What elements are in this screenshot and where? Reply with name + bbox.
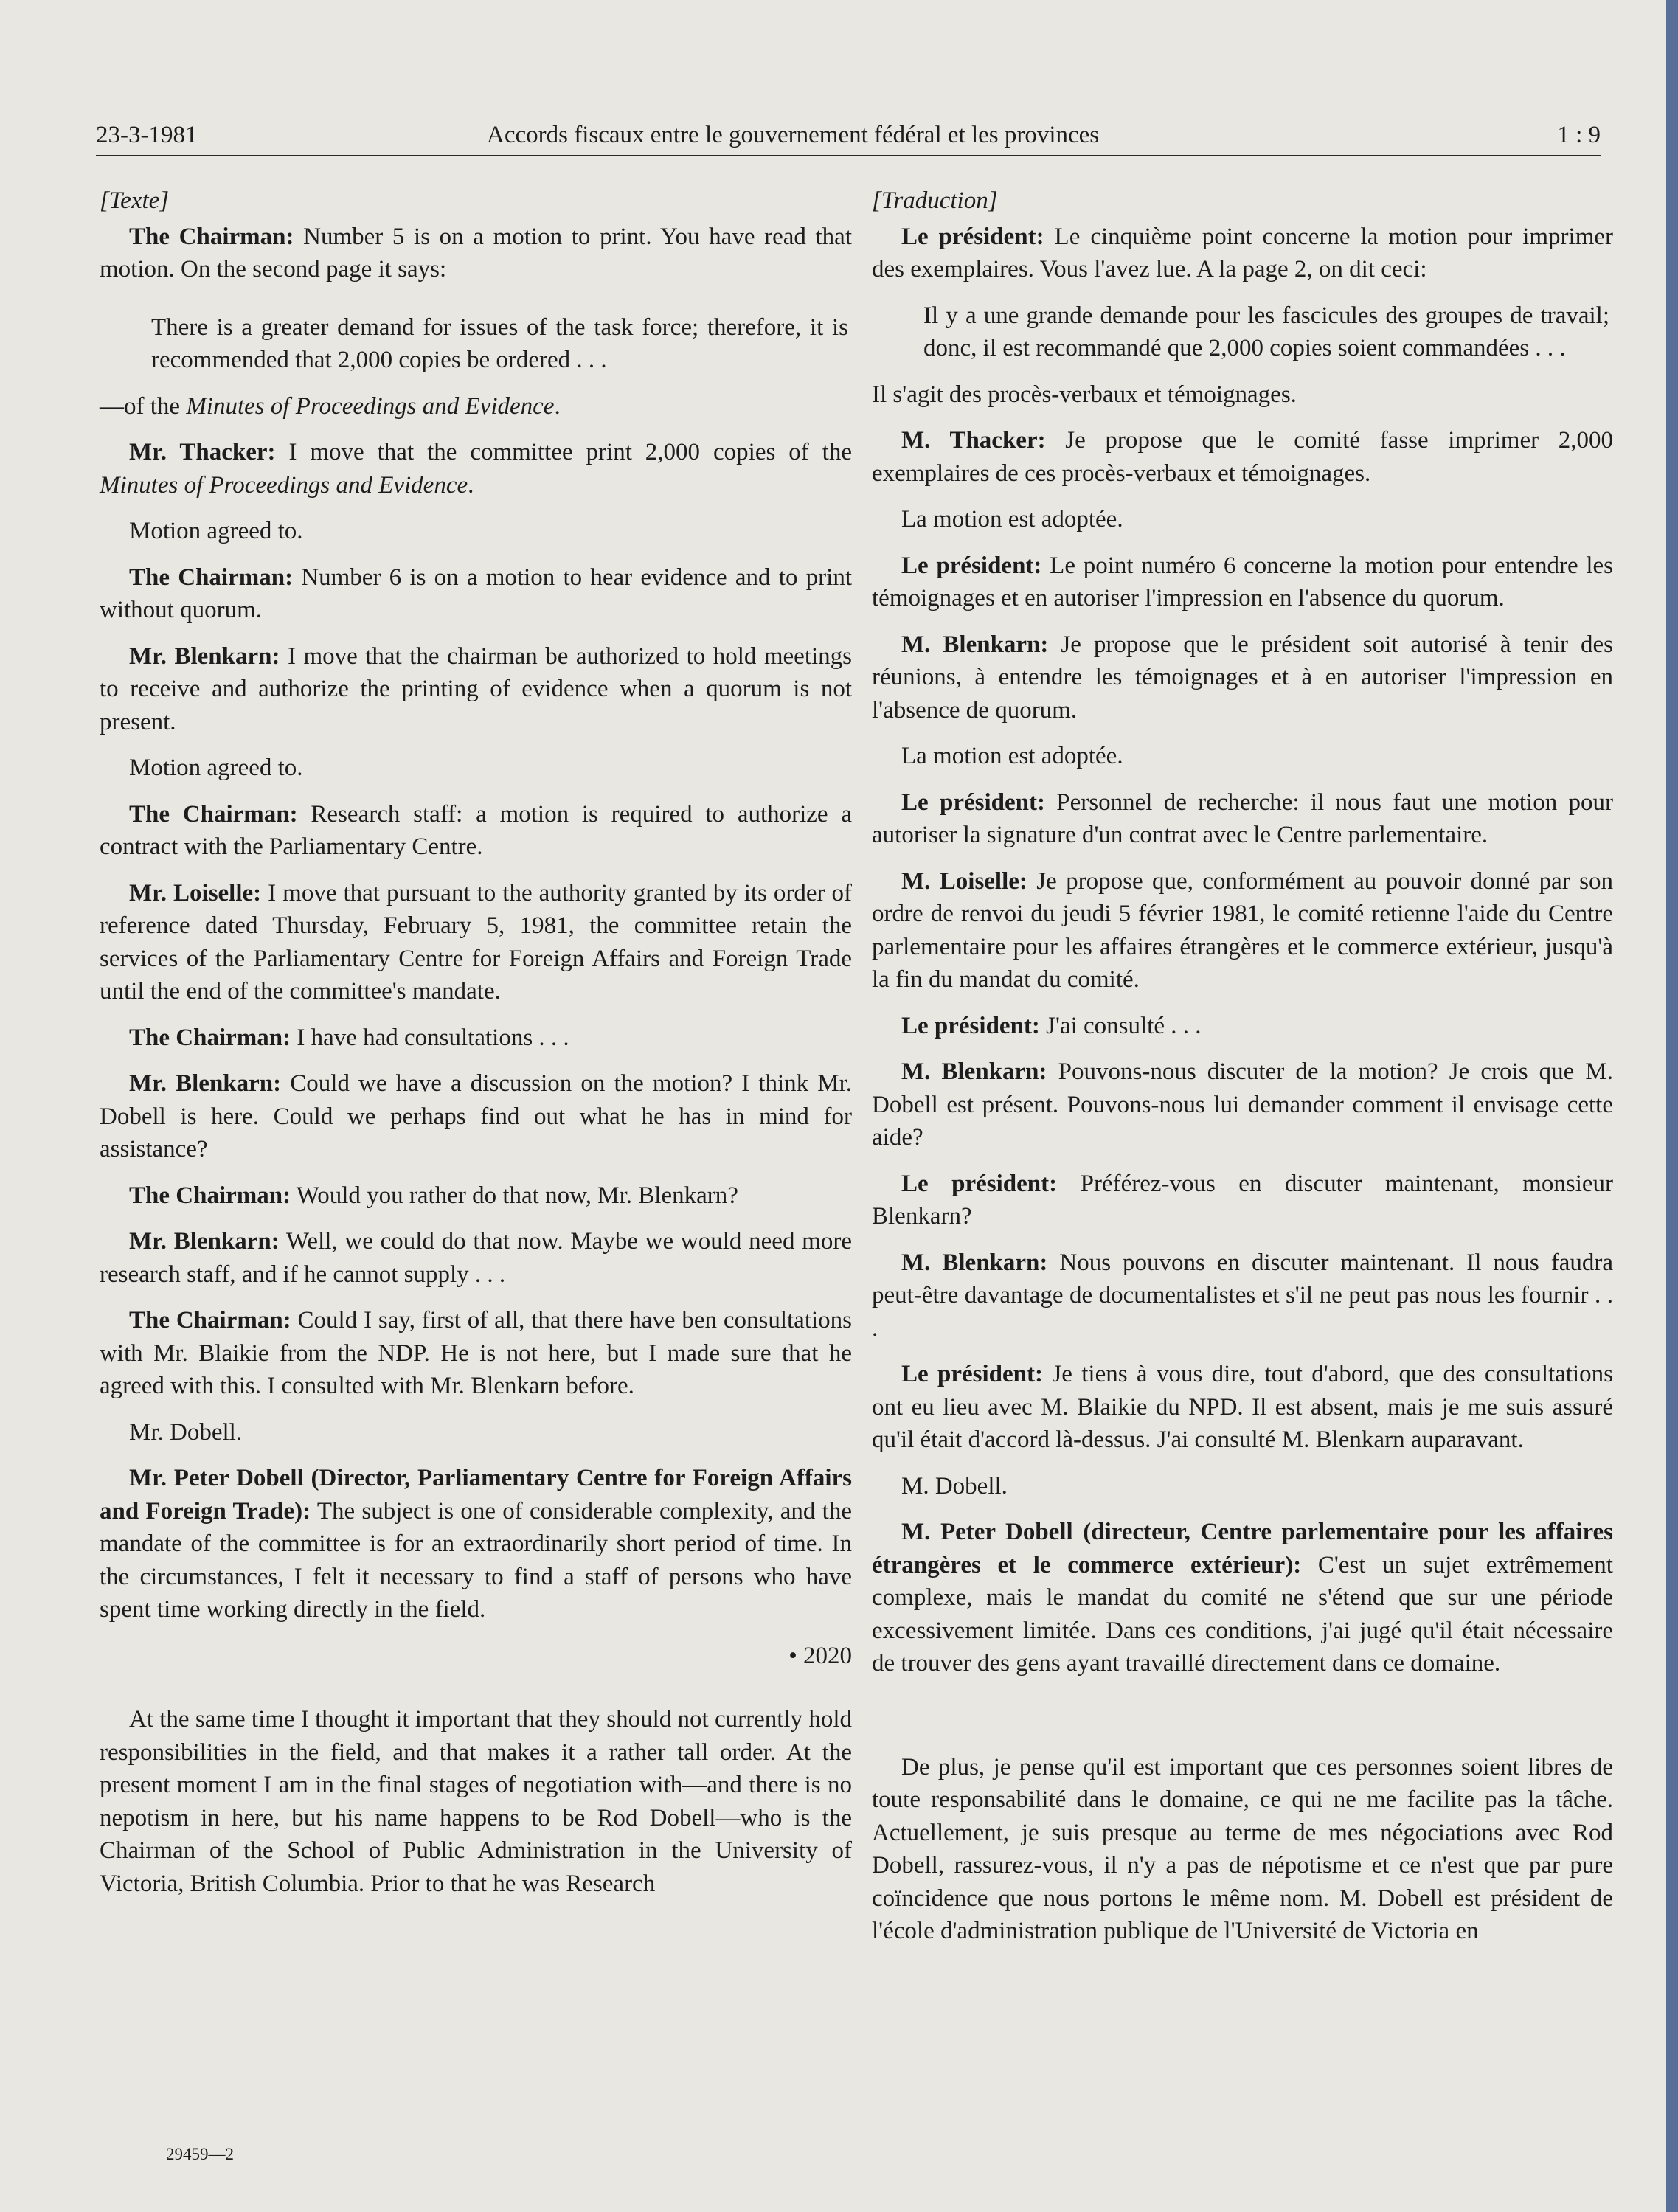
paragraph: The Chairman: Number 5 is on a motion to print. You have read that motion. On the second page it says: [100,223,852,282]
paragraph: M. Blenkarn: Pouvons-nous discuter de la motion? Je crois que M. Dobell est présent. Pouvons-nous lui demander comment il envisage cette aide? [872,1058,1613,1151]
running-header [96,111,1601,156]
speaker: Mr. Blenkarn: [129,642,280,670]
paragraph: Mr. Blenkarn: Well, we could do that now. Maybe we would need more research staff, and if he cannot supply . . . [100,1228,852,1288]
paragraph: Le président: Le point numéro 6 concerne la motion pour entendre les témoignages et en autoriser l'impression en l'absence du quorum. [872,552,1613,611]
header-title: Accords fiscaux entre le gouvernement fédéral et les provinces [487,122,1100,148]
speaker: M. Blenkarn: [901,631,1049,658]
speaker: Mr. Blenkarn: [129,1228,280,1255]
block-quote: Il y a une grande demande pour les fascicules des groupes de travail; donc, il est recommandé que 2,000 copies soient commandées . . . [923,302,1609,361]
paragraph: M. Loiselle: Je propose que, conformément au pouvoir donné par son ordre de renvoi du jeudi 5 février 1981, le comité retienne l'aide du Centre parlementaire pour les affaires étrangères et le commerce extérieur, jusqu'à la fin du mandat du comité. [872,867,1613,993]
speaker: Le président: [901,223,1044,250]
speaker: The Chairman: [129,1024,291,1051]
speaker: Mr. Loiselle: [129,879,262,906]
paragraph: Mr. Thacker: I move that the committee print 2,000 copies of the Minutes of Proceedings and Evidence. [100,439,852,499]
paragraph: Mr. Blenkarn: Could we have a discussion on the motion? I think Mr. Dobell is here. Could we perhaps find out what he has in mind for assistance? [100,1070,852,1162]
time-marker: • 2020 [788,1642,852,1669]
paragraph: Mr. Peter Dobell (Director, Parliamentary Centre for Foreign Affairs and Foreign Trade): The subject is one of considerable complexity, and the mandate of the committee is for an extraordinarily short period of time. In the circumstances, I felt it necessary to find a staff of persons who have spent time working directly in the field. [100,1465,852,1623]
paragraph: M. Thacker: Je propose que le comité fasse imprimer 2,000 exemplaires de ces procès-verbaux et témoignages. [872,427,1613,487]
footer-print-code: 29459—2 [166,2145,234,2163]
speaker: M. Blenkarn: [901,1249,1048,1276]
header-date: 23-3-1981 [96,122,198,148]
paragraph: Le président: J'ai consulté . . . [901,1012,1202,1039]
paragraph: Mr. Loiselle: I move that pursuant to the authority granted by its order of reference dated Thursday, February 5, 1981, the committee retain the services of the Parliamentary Centre for Foreign Affairs and Foreign Trade until the end of the committee's mandate. [100,879,853,1005]
paragraph: The Chairman: I have had consultations . . . [129,1024,569,1051]
speaker: The Chairman: [129,1307,291,1334]
section-label: [Traduction] [872,187,998,214]
english-column [100,184,852,1913]
speaker: M. Loiselle: [901,867,1027,895]
paragraph: —of the Minutes of Proceedings and Evidence. [100,392,561,420]
paragraph: Motion agreed to. [129,518,303,544]
speaker: M. Thacker: [901,427,1046,454]
paragraph: Le président: Personnel de recherche: il nous faut une motion pour autoriser la signature d'un contrat avec le Centre parlementaire. [872,788,1613,848]
speaker: Le président: [901,788,1045,816]
speaker: Le président: [901,1012,1040,1039]
paragraph: Motion agreed to. [129,755,303,781]
section-label: [Texte] [100,187,170,214]
paragraph: M. Blenkarn: Nous pouvons en discuter maintenant. Il nous faudra peut-être davantage de documentalistes et s'il ne peut pas nous les fournir . . . [872,1249,1614,1342]
speaker: Mr. Thacker: [129,439,276,465]
speaker: The Chairman: [129,800,298,828]
paragraph: Il s'agit des procès-verbaux et témoignages. [872,381,1297,408]
header-page-number: 1 : 9 [1557,122,1601,148]
paragraph: De plus, je pense qu'il est important que ces personnes soient libres de toute responsabilité dans le domaine, ce qui ne me facilite pas la tâche. Actuellement, je suis presque au terme de mes négociations avec Rod Dobell, rassurez-vous, il n'y a pas de népotisme et ce n'est que par pure coïncidence que nous portons le même nom. M. Dobell est président de l'école d'administration publique de l'Université de Victoria en [872,1753,1613,1944]
paragraph: Mr. Dobell. [129,1418,243,1446]
speaker: Le président: [901,552,1042,579]
speaker: Mr. Peter Dobell (Director, Parliamentary Centre for Foreign Affairs and Foreign Trade): [100,1465,852,1525]
paragraph: M. Peter Dobell (directeur, Centre parlementaire pour les affaires étrangères et le commerce extérieur): C'est un sujet extrêmement complexe, mais le mandat du comité ne s'étend que sur une période excessivement limitée. Dans ces conditions, j'ai jugé qu'il était nécessaire de trouver des gens ayant travaillé directement dans ce domaine. [872,1519,1613,1677]
speaker: Le président: [901,1170,1058,1197]
paragraph: Le président: Le cinquième point concerne la motion pour imprimer des exemplaires. Vous l'avez lue. A la page 2, on dit ceci: [872,223,1613,282]
paragraph: La motion est adoptée. [901,743,1123,769]
paragraph: M. Blenkarn: Je propose que le président soit autorisé à tenir des réunions, à entendre les témoignages et à en autoriser l'impression en l'absence de quorum. [872,631,1613,724]
speaker: Mr. Blenkarn: [129,1070,282,1097]
page-edge-bar [1666,0,1678,2212]
speaker: The Chairman: [129,564,294,591]
speaker: The Chairman: [129,223,294,250]
block-quote: There is a greater demand for issues of the task force; therefore, it is recommended that 2,000 copies be ordered . . . [151,313,848,373]
speaker: The Chairman: [129,1182,291,1209]
paragraph: The Chairman: Number 6 is on a motion to hear evidence and to print without quorum. [100,564,852,623]
paragraph: The Chairman: Would you rather do that now, Mr. Blenkarn? [129,1182,738,1209]
paragraph: Mr. Blenkarn: I move that the chairman be authorized to hold meetings to receive and authorize the printing of evidence when a quorum is not present. [100,642,852,735]
paragraph: Le président: Je tiens à vous dire, tout d'abord, que des consultations ont eu lieu avec M. Blaikie du NPD. Il est absent, mais je me suis assuré qu'il était d'accord là-dessus. J'ai consulté M. Blenkarn auparavant. [872,1361,1613,1453]
speaker: M. Blenkarn: [901,1058,1047,1085]
paragraph: The Chairman: Could I say, first of all, that there have ben consultations with Mr. Blaikie from the NDP. He is not here, but I made sure that he agreed with this. I consulted with Mr. Blenkarn before. [100,1307,852,1399]
paragraph: La motion est adoptée. [901,506,1123,533]
paragraph: At the same time I thought it important that they should not currently hold responsibilities in the field, and that makes it a rather tall order. At the present moment I am in the final stages of negotiation with—and there is no nepotism in here, but his name happens to be Rod Dobell—who is the Chairman of the School of Public Administration in the University of Victoria, British Columbia. Prior to that he was Research [100,1706,852,1897]
paragraph: The Chairman: Research staff: a motion is required to authorize a contract with the Parliamentary Centre. [100,800,853,860]
french-column [872,184,1613,1961]
speaker: Le président: [901,1361,1044,1387]
paragraph: M. Dobell. [901,1472,1008,1499]
speaker: M. Peter Dobell (directeur, Centre parlementaire pour les affaires étrangères et le commerce extérieur): [872,1519,1613,1578]
paragraph: Le président: Préférez-vous en discuter maintenant, monsieur Blenkarn? [872,1170,1613,1230]
